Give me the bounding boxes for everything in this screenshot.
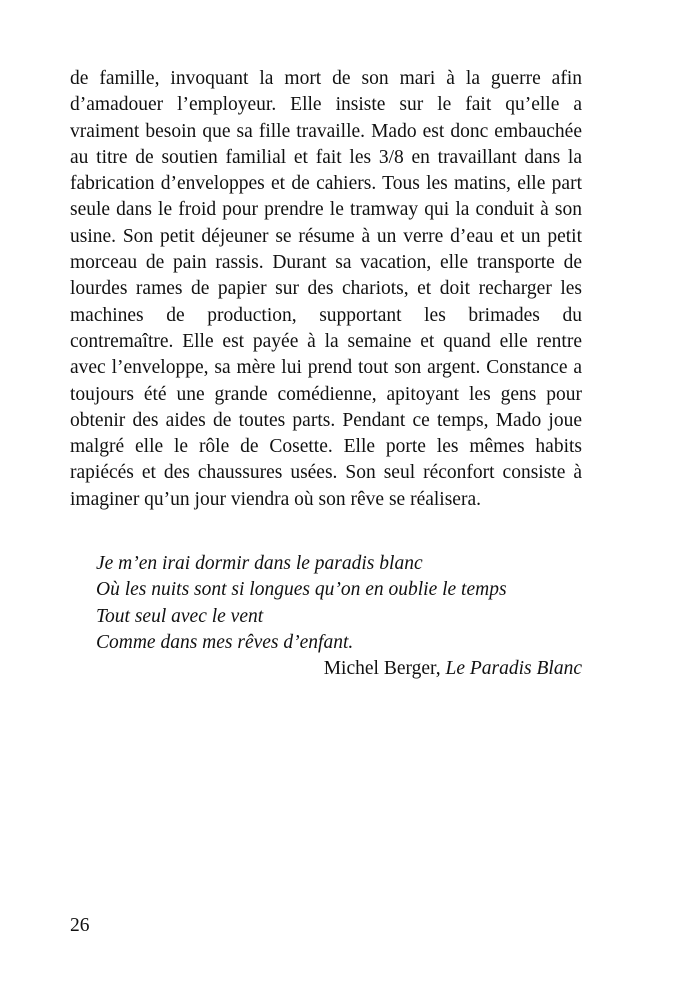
paragraph-line: morceau de pain rassis. Durant sa vacation, elle transporte de (70, 252, 582, 274)
paragraph-line: fabrication d’enveloppes et de cahiers. Tous les matins, elle part (70, 173, 582, 195)
paragraph-line: imaginer qu’un jour viendra où son rêve se réalisera. (70, 488, 481, 510)
epigraph-verse: Tout seul avec le vent (96, 605, 264, 627)
epigraph-attribution (96, 656, 582, 682)
paragraph-line: contremaître. Elle est payée à la semaine et quand elle rentre (70, 330, 582, 352)
paragraph-line: au titre de soutien familial et fait les 3/8 en travaillant dans la (70, 146, 582, 168)
epigraph-verse: Où les nuits sont si longues qu’on en oublie le temps (96, 579, 507, 601)
paragraph-line: obtenir des aides de toutes parts. Pendant ce temps, Mado joue (70, 409, 582, 431)
page-number: 26 (70, 915, 90, 936)
epigraph-verse: Je m’en irai dormir dans le paradis blanc (96, 553, 423, 574)
epigraph-verse: Comme dans mes rêves d’enfant. (96, 631, 354, 653)
epigraph (96, 551, 582, 682)
paragraph-line: seule dans le froid pour prendre le tramway qui la conduit à son (70, 199, 582, 221)
epigraph-author: Michel Berger, (323, 658, 441, 680)
paragraph-line: d’amadouer l’employeur. Elle insiste sur le fait qu’elle a (70, 94, 582, 116)
paragraph-line: malgré elle le rôle de Cosette. Elle porte les mêmes habits (70, 436, 582, 458)
paragraph-line: machines de production, supportant les brimades du (70, 304, 582, 326)
paragraph-line: de famille, invoquant la mort de son mari à la guerre afin (70, 68, 582, 89)
paragraph-line: rapiécés et des chaussures usées. Son seul réconfort consiste à (70, 462, 582, 484)
paragraph-line: vraiment besoin que sa fille travaille. Mado est donc embauchée (70, 120, 582, 142)
epigraph-work-title: Le Paradis Blanc (445, 658, 582, 680)
paragraph-line: avec l’enveloppe, sa mère lui prend tout son argent. Constance a (70, 357, 582, 379)
paragraph-line: usine. Son petit déjeuner se résume à un verre d’eau et un petit (70, 225, 582, 247)
paragraph-line: lourdes rames de papier sur des chariots, et doit recharger les (70, 278, 582, 300)
body-paragraph (70, 66, 582, 513)
paragraph-line: toujours été une grande comédienne, apitoyant les gens pour (70, 383, 582, 405)
